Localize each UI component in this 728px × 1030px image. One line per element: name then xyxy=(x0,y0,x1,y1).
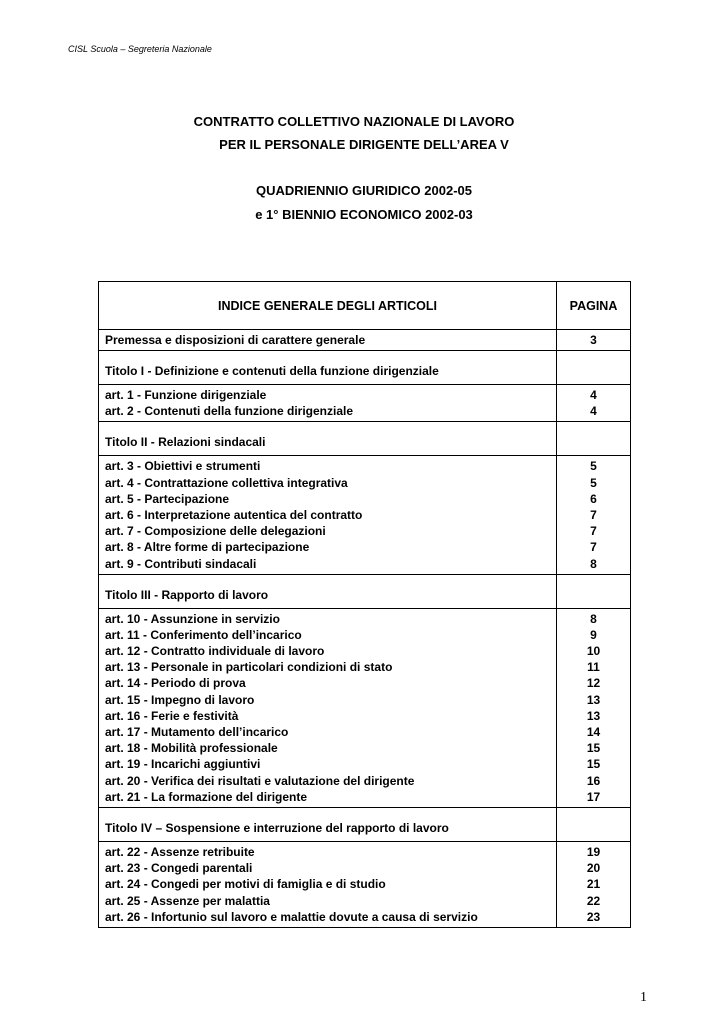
toc-article-pages xyxy=(557,456,630,573)
table-of-contents xyxy=(98,281,631,928)
toc-article-label: art. 2 - Contenuti della funzione dirigenziale xyxy=(105,404,354,419)
toc-article-label: art. 23 - Congedi parentali xyxy=(105,861,253,876)
toc-article-label: art. 10 - Assunzione in servizio xyxy=(105,611,280,626)
toc-article-label: art. 17 - Mutamento dell’incarico xyxy=(105,725,289,739)
toc-article-labels xyxy=(99,842,557,927)
document-subtitle-line-1: QUADRIENNIO GIURIDICO 2002-05 xyxy=(256,183,472,198)
toc-article-label: art. 3 - Obiettivi e strumenti xyxy=(105,459,261,474)
toc-article-label: art. 15 - Impegno di lavoro xyxy=(105,692,255,707)
toc-article-page: 7 xyxy=(590,540,597,555)
toc-article-label: art. 19 - Incarichi aggiuntivi xyxy=(105,757,261,772)
toc-article-page: 11 xyxy=(587,660,600,675)
toc-article-label: art. 9 - Contributi sindacali xyxy=(105,556,257,571)
toc-article-page: 17 xyxy=(586,789,601,804)
toc-article-page: 21 xyxy=(586,877,601,892)
toc-article-page: 6 xyxy=(590,491,597,506)
toc-article-page: 23 xyxy=(586,909,601,924)
document-title-line-1: CONTRATTO COLLETTIVO NAZIONALE DI LAVORO xyxy=(193,114,515,129)
toc-article-labels xyxy=(99,385,557,421)
toc-article-page: 4 xyxy=(590,404,597,419)
toc-article-label: art. 22 - Assenze retribuite xyxy=(105,844,255,859)
toc-article-pages xyxy=(557,385,630,421)
toc-header-page: PAGINA xyxy=(569,298,618,313)
toc-section-page-cell xyxy=(557,808,630,841)
document-title-line-2: PER IL PERSONALE DIRIGENTE DELL’AREA V xyxy=(219,137,509,152)
toc-article-page: 15 xyxy=(586,741,601,756)
toc-article-page: 5 xyxy=(590,475,597,490)
toc-article-label: art. 24 - Congedi per motivi di famiglia e di studio xyxy=(105,877,386,892)
toc-section-title-row xyxy=(99,421,630,455)
toc-section-title: Titolo I - Definizione e contenuti della funzione dirigenziale xyxy=(99,351,557,384)
toc-header-row xyxy=(99,282,630,329)
toc-article-page: 13 xyxy=(586,708,601,723)
toc-article-page: 8 xyxy=(590,556,597,571)
toc-article-labels xyxy=(99,609,557,807)
toc-header-title: INDICE GENERALE DEGLI ARTICOLI xyxy=(99,282,557,329)
toc-article-labels xyxy=(99,456,557,573)
toc-section-title: Titolo II - Relazioni sindacali xyxy=(99,422,557,455)
toc-article-page: 5 xyxy=(590,459,597,474)
toc-article-group xyxy=(99,608,630,807)
toc-article-page: 9 xyxy=(590,627,597,642)
toc-article-group xyxy=(99,455,630,573)
toc-section-page-cell xyxy=(557,422,630,455)
toc-article-label: art. 18 - Mobilità professionale xyxy=(105,741,278,756)
toc-article-page: 15 xyxy=(586,757,601,772)
running-header: CISL Scuola – Segreteria Nazionale xyxy=(68,44,212,54)
toc-article-label: art. 6 - Interpretazione autentica del contratto xyxy=(105,507,363,522)
toc-article-page: 20 xyxy=(586,861,601,876)
toc-entry-label: Premessa e disposizioni di carattere generale xyxy=(99,330,557,350)
toc-article-pages xyxy=(557,842,630,927)
toc-article-pages xyxy=(557,609,630,807)
toc-article-label: art. 1 - Funzione dirigenziale xyxy=(105,388,267,402)
toc-section-title: Titolo IV – Sospensione e interruzione del rapporto di lavoro xyxy=(99,808,557,841)
toc-article-page: 16 xyxy=(586,773,601,788)
toc-entry-page: 3 xyxy=(590,333,597,347)
toc-article-page: 4 xyxy=(590,388,597,402)
toc-article-page: 19 xyxy=(586,844,601,859)
toc-article-label: art. 14 - Periodo di prova xyxy=(105,676,246,691)
toc-article-page: 13 xyxy=(586,692,601,707)
toc-article-label: art. 21 - La formazione del dirigente xyxy=(105,789,308,804)
toc-article-page: 10 xyxy=(586,644,601,659)
toc-article-page: 22 xyxy=(586,893,601,908)
toc-article-label: art. 8 - Altre forme di partecipazione xyxy=(105,540,310,555)
toc-article-page: 14 xyxy=(586,725,601,739)
toc-article-label: art. 12 - Contratto individuale di lavoro xyxy=(105,644,325,659)
document-subtitle-line-2: e 1° BIENNIO ECONOMICO 2002-03 xyxy=(255,207,473,222)
toc-section-title-row xyxy=(99,350,630,384)
toc-article-label: art. 16 - Ferie e festività xyxy=(105,708,239,723)
toc-article-group xyxy=(99,384,630,421)
page-number: 1 xyxy=(640,990,647,1005)
toc-article-label: art. 25 - Assenze per malattia xyxy=(105,893,270,908)
toc-row-premessa xyxy=(99,329,630,350)
toc-section-title-row xyxy=(99,807,630,841)
toc-article-label: art. 26 - Infortunio sul lavoro e malattie dovute a causa di servizio xyxy=(105,909,478,924)
toc-section-title: Titolo III - Rapporto di lavoro xyxy=(99,575,557,608)
toc-article-page: 8 xyxy=(590,611,597,626)
toc-article-label: art. 20 - Verifica dei risultati e valutazione del dirigente xyxy=(105,773,415,788)
toc-article-page: 7 xyxy=(590,507,597,522)
toc-article-page: 7 xyxy=(590,524,597,539)
toc-article-label: art. 4 - Contrattazione collettiva integrativa xyxy=(105,475,348,490)
toc-section-title-row xyxy=(99,574,630,608)
toc-section-page-cell xyxy=(557,351,630,384)
toc-article-label: art. 5 - Partecipazione xyxy=(105,491,230,506)
toc-article-label: art. 13 - Personale in particolari condizioni di stato xyxy=(105,660,393,675)
toc-article-label: art. 11 - Conferimento dell’incarico xyxy=(105,627,302,642)
toc-article-group xyxy=(99,841,630,927)
toc-article-page: 12 xyxy=(586,676,601,691)
toc-section-page-cell xyxy=(557,575,630,608)
toc-article-label: art. 7 - Composizione delle delegazioni xyxy=(105,524,326,539)
